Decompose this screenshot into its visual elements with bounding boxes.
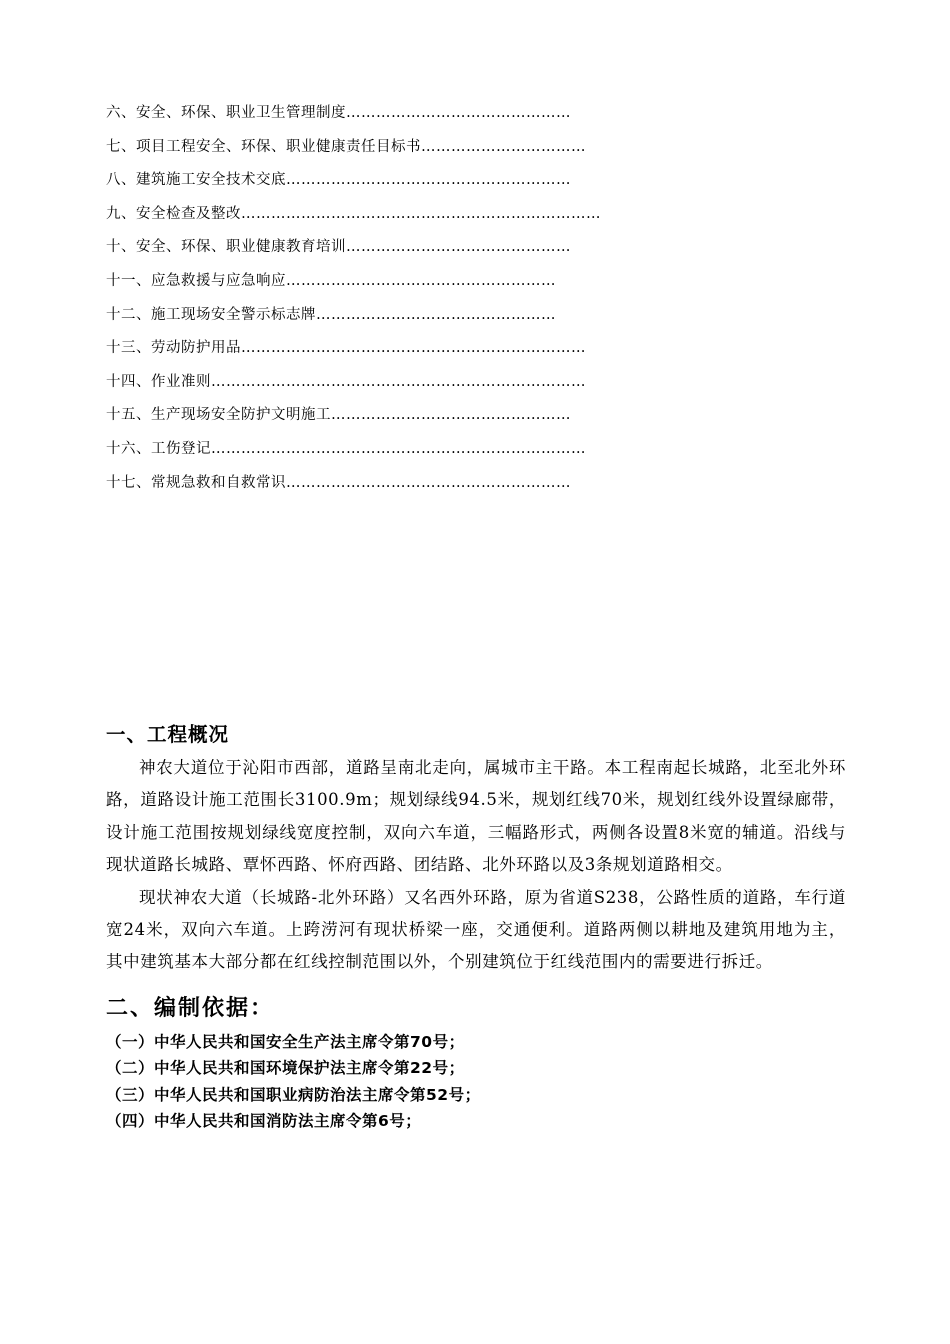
toc-entry: 十四、作业准则………………………………………………………………… — [106, 373, 586, 390]
toc-entry: 十、安全、环保、职业健康教育培训……………………………………… — [106, 239, 571, 256]
overview-paragraph: 现状神农大道（长城路-北外环路）又名西外环路，原为省道S238，公路性质的道路，车行道宽24米，双向六车道。上跨涝河有现状桥梁一座，交通便利。道路两侧以耕地及建筑用地为主，其中建筑基本大部分都在红线控制范围以外，个别建筑位于红线范围内的需要进行拆迁。 — [106, 887, 846, 972]
toc-entry: 十一、应急救援与应急响应……………………………………………… — [106, 272, 556, 289]
toc-entry: 十七、常规急救和自救常识………………………………………………… — [106, 474, 571, 491]
toc-entry: 九、安全检查及整改……………………………………………………………… — [106, 205, 601, 222]
toc-entry: 十三、劳动防护用品…………………………………………………………… — [106, 340, 586, 357]
basis-list-item: （三）中华人民共和国职业病防治法主席令第52号； — [106, 1085, 481, 1104]
basis-list-item: （二）中华人民共和国环境保护法主席令第22号； — [106, 1059, 465, 1078]
table-of-contents — [106, 97, 666, 500]
section-heading-project-overview: 一、工程概况 — [106, 723, 230, 746]
toc-entry: 六、安全、环保、职业卫生管理制度……………………………………… — [106, 105, 571, 121]
toc-entry: 十五、生产现场安全防护文明施工………………………………………… — [106, 407, 571, 424]
overview-paragraph: 神农大道位于沁阳市西部，道路呈南北走向，属城市主干路。本工程南起长城路，北至北外环路，道路设计施工范围长3100.9m；规划绿线94.5米，规划红线70米，规划红线外设置绿廊带，设计施工范围按规划绿线宽度控制，双向六车道，三幅路形式，两侧各设置8米宽的辅道。沿线与现状道路长城路、覃怀西路、怀府西路、团结路、北外环路以及3条规划道路相交。 — [106, 758, 846, 875]
toc-entry: 十六、工伤登记………………………………………………………………… — [106, 440, 586, 457]
section-heading-basis: 二、编制依据： — [106, 995, 275, 1021]
toc-entry: 七、项目工程安全、环保、职业健康责任目标书…………………………… — [106, 138, 586, 155]
toc-entry: 十二、施工现场安全警示标志牌………………………………………… — [106, 306, 556, 323]
toc-entry: 八、建筑施工安全技术交底………………………………………………… — [106, 172, 571, 189]
document-body — [106, 718, 846, 1135]
basis-list-item: （四）中华人民共和国消防法主席令第6号； — [106, 1112, 422, 1131]
basis-list-item: （一）中华人民共和国安全生产法主席令第70号； — [106, 1032, 465, 1051]
